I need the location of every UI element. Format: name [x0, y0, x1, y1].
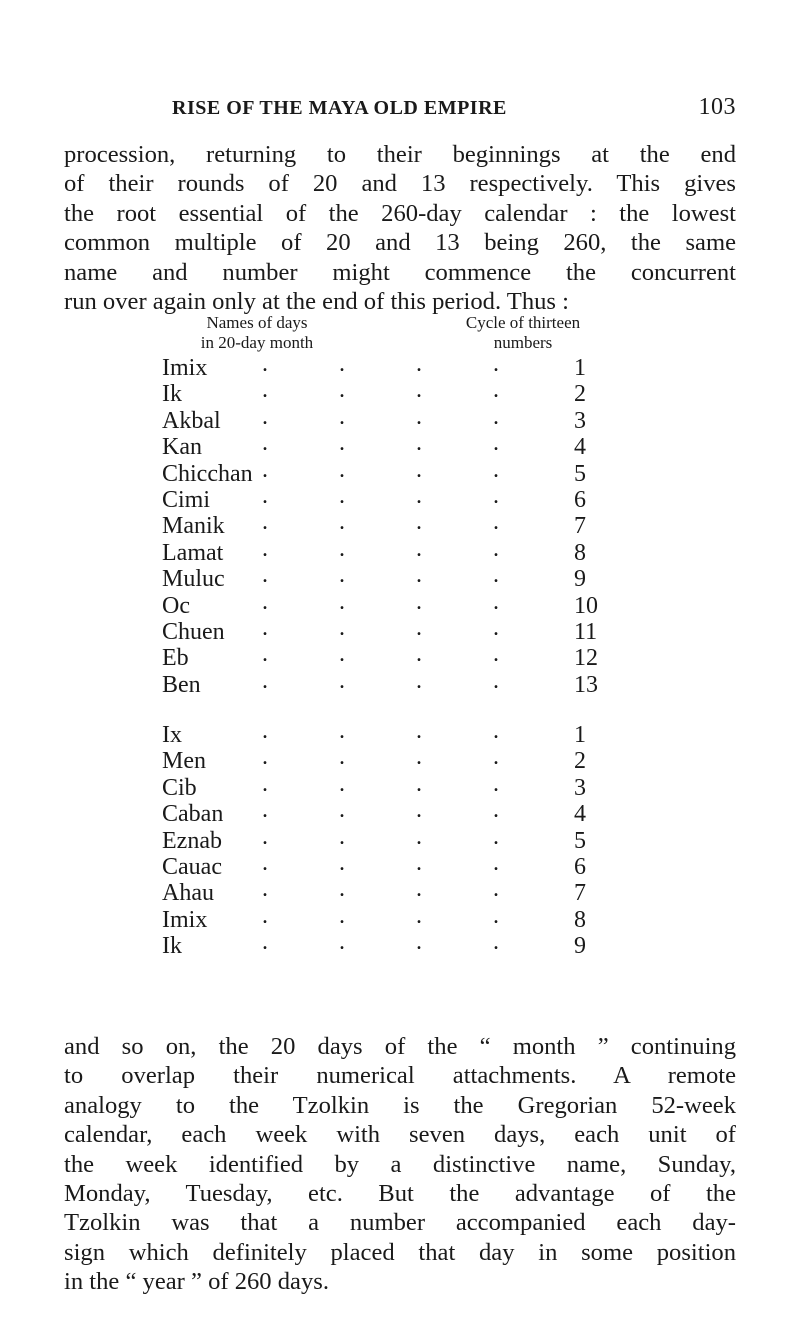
day-name: Imix [162, 906, 208, 933]
leader-dot: . [339, 876, 345, 903]
table-row [0, 562, 800, 593]
column-header-line: Names of days [206, 313, 308, 332]
table-row [0, 535, 800, 566]
leader-dot: . [493, 876, 499, 903]
leader-dot: . [493, 351, 499, 377]
day-name: Ben [162, 671, 201, 698]
leader-dot: . [339, 850, 345, 877]
table-row [0, 482, 800, 513]
leader-dot: . [339, 902, 345, 929]
leader-dot: . [493, 770, 499, 797]
day-name: Caban [162, 801, 224, 828]
table-row [0, 430, 800, 461]
leader-dot: . [493, 902, 499, 929]
leader-dot: . [416, 509, 422, 536]
table-row [0, 823, 800, 854]
leader-dot: . [339, 509, 345, 536]
day-name: Kan [162, 434, 202, 461]
leader-dot: . [339, 403, 345, 430]
cycle-number: 9 [574, 566, 586, 593]
column-header-line: numbers [493, 333, 553, 352]
text-line: to overlap their numerical attachments. A remote [64, 1062, 736, 1090]
leader-dot: . [493, 403, 499, 430]
text-line: procession, returning to their beginnings at the end [64, 141, 736, 168]
leader-dot: . [416, 770, 422, 797]
leader-dot: . [262, 744, 268, 771]
table-row [0, 456, 800, 487]
day-name: Imix [162, 355, 208, 381]
table-row [0, 718, 800, 749]
text-line: Tzolkin was that a number accompanied each day- [64, 1209, 736, 1237]
cycle-number: 7 [574, 513, 586, 540]
table-row [0, 403, 800, 434]
day-name: Ix [162, 722, 182, 749]
table-row [0, 509, 800, 540]
text-line: common multiple of 20 and 13 being 260, the same [64, 229, 736, 257]
text-line: in the “ year ” of 260 days. [64, 1268, 329, 1296]
column-header-cycle-numbers [408, 313, 638, 353]
cycle-number: 3 [574, 774, 586, 801]
leader-dot: . [416, 850, 422, 877]
leader-dot: . [339, 797, 345, 824]
leader-dot: . [262, 377, 268, 404]
leader-dot: . [416, 902, 422, 929]
leader-dot: . [416, 535, 422, 562]
cycle-number: 6 [574, 486, 586, 513]
cycle-number: 10 [574, 592, 598, 619]
paragraph-bottom [64, 1032, 736, 1297]
leader-dot: . [262, 535, 268, 562]
day-number-table [0, 351, 800, 960]
leader-dot: . [493, 562, 499, 589]
leader-dot: . [493, 929, 499, 956]
text-line: and so on, the 20 days of the “ month ” continuing [64, 1033, 736, 1060]
text-line: the week identified by a distinctive name, Sunday, [64, 1150, 736, 1178]
leader-dot: . [262, 667, 268, 694]
text-line: sign which definitely placed that day in some position [64, 1238, 736, 1266]
leader-dot: . [416, 744, 422, 771]
leader-dot: . [339, 588, 345, 615]
column-header-day-names [152, 313, 362, 353]
table-row [0, 902, 800, 933]
leader-dot: . [416, 718, 422, 745]
leader-dot: . [339, 770, 345, 797]
leader-dot: . [493, 641, 499, 668]
day-name: Ik [162, 381, 182, 408]
leader-dot: . [416, 797, 422, 824]
leader-dot: . [339, 562, 345, 589]
cycle-number: 1 [574, 355, 586, 381]
leader-dot: . [262, 876, 268, 903]
leader-dot: . [262, 823, 268, 850]
leader-dot: . [493, 667, 499, 694]
table-row [0, 876, 800, 907]
text-line: of their rounds of 20 and 13 respectively. This gives [64, 170, 736, 198]
day-name: Oc [162, 592, 190, 619]
leader-dot: . [493, 430, 499, 457]
leader-dot: . [416, 456, 422, 483]
column-header-line: in 20-day month [200, 333, 314, 352]
chapter-title: RISE OF THE MAYA OLD EMPIRE [172, 97, 507, 119]
leader-dot: . [262, 641, 268, 668]
cycle-number: 9 [574, 933, 586, 960]
day-name: Muluc [162, 566, 225, 593]
leader-dot: . [262, 588, 268, 615]
cycle-number: 5 [574, 827, 586, 854]
text-line: calendar, each week with seven days, each unit of [64, 1121, 736, 1149]
text-line: Monday, Tuesday, etc. But the advantage of the [64, 1180, 736, 1208]
day-name: Men [162, 748, 206, 775]
day-name: Cimi [162, 486, 211, 513]
leader-dot: . [493, 456, 499, 483]
day-name: Eznab [162, 827, 222, 854]
leader-dot: . [262, 430, 268, 457]
cycle-number: 6 [574, 854, 586, 881]
leader-dot: . [262, 770, 268, 797]
day-name: Chicchan [162, 460, 253, 487]
cycle-number: 5 [574, 460, 586, 487]
leader-dot: . [416, 377, 422, 404]
cycle-number: 1 [574, 722, 586, 749]
leader-dot: . [416, 823, 422, 850]
leader-dot: . [339, 718, 345, 745]
leader-dot: . [493, 535, 499, 562]
leader-dot: . [416, 351, 422, 377]
leader-dot: . [339, 535, 345, 562]
table-row [0, 770, 800, 801]
leader-dot: . [262, 902, 268, 929]
leader-dot: . [262, 482, 268, 509]
cycle-number: 8 [574, 539, 586, 566]
leader-dot: . [493, 823, 499, 850]
cycle-number: 13 [574, 671, 598, 698]
group-gap [0, 698, 800, 722]
text-line: analogy to the Tzolkin is the Gregorian 52-week [64, 1091, 736, 1119]
leader-dot: . [262, 403, 268, 430]
day-name: Cauac [162, 854, 222, 881]
leader-dot: . [339, 377, 345, 404]
leader-dot: . [416, 876, 422, 903]
leader-dot: . [493, 614, 499, 641]
leader-dot: . [339, 823, 345, 850]
leader-dot: . [416, 588, 422, 615]
leader-dot: . [262, 562, 268, 589]
table-row [0, 377, 800, 408]
leader-dot: . [339, 667, 345, 694]
cycle-number: 12 [574, 645, 598, 672]
day-name: Cib [162, 774, 197, 801]
page-number: 103 [698, 94, 736, 120]
leader-dot: . [416, 562, 422, 589]
cycle-number: 11 [574, 618, 598, 645]
leader-dot: . [416, 430, 422, 457]
day-name: Lamat [162, 539, 224, 566]
leader-dot: . [416, 403, 422, 430]
leader-dot: . [493, 718, 499, 745]
leader-dot: . [339, 744, 345, 771]
cycle-number: 7 [574, 880, 586, 907]
table-row [0, 929, 800, 960]
day-name: Eb [162, 645, 189, 672]
column-header-line: Cycle of thirteen [465, 313, 581, 332]
table-row [0, 797, 800, 828]
leader-dot: . [416, 667, 422, 694]
text-line: the root essential of the 260-day calendar : the lowest [64, 199, 736, 227]
leader-dot: . [339, 482, 345, 509]
leader-dot: . [262, 509, 268, 536]
leader-dot: . [493, 377, 499, 404]
cycle-number: 2 [574, 748, 586, 775]
cycle-number: 3 [574, 407, 586, 434]
leader-dot: . [339, 641, 345, 668]
table-row [0, 744, 800, 775]
leader-dot: . [416, 929, 422, 956]
text-line: run over again only at the end of this period. Thus : [64, 288, 569, 316]
leader-dot: . [416, 482, 422, 509]
leader-dot: . [339, 929, 345, 956]
leader-dot: . [493, 588, 499, 615]
leader-dot: . [262, 718, 268, 745]
leader-dot: . [262, 456, 268, 483]
cycle-number: 8 [574, 906, 586, 933]
table-row [0, 667, 800, 698]
day-name: Manik [162, 513, 225, 540]
cycle-number: 4 [574, 801, 586, 828]
leader-dot: . [339, 430, 345, 457]
leader-dot: . [339, 456, 345, 483]
leader-dot: . [262, 351, 268, 377]
table-row [0, 351, 800, 381]
leader-dot: . [339, 614, 345, 641]
leader-dot: . [262, 929, 268, 956]
paragraph-top [64, 140, 736, 316]
leader-dot: . [416, 614, 422, 641]
table-row [0, 614, 800, 645]
day-name: Ahau [162, 880, 214, 907]
leader-dot: . [262, 850, 268, 877]
leader-dot: . [493, 797, 499, 824]
leader-dot: . [493, 850, 499, 877]
leader-dot: . [262, 614, 268, 641]
leader-dot: . [493, 744, 499, 771]
leader-dot: . [262, 797, 268, 824]
table-row [0, 588, 800, 619]
day-name: Chuen [162, 618, 225, 645]
cycle-number: 4 [574, 434, 586, 461]
cycle-number: 2 [574, 381, 586, 408]
leader-dot: . [493, 482, 499, 509]
day-name: Akbal [162, 407, 221, 434]
day-name: Ik [162, 933, 182, 960]
leader-dot: . [493, 509, 499, 536]
leader-dot: . [416, 641, 422, 668]
table-row [0, 641, 800, 672]
leader-dot: . [339, 351, 345, 377]
text-line: name and number might commence the concurrent [64, 258, 736, 286]
table-row [0, 850, 800, 881]
